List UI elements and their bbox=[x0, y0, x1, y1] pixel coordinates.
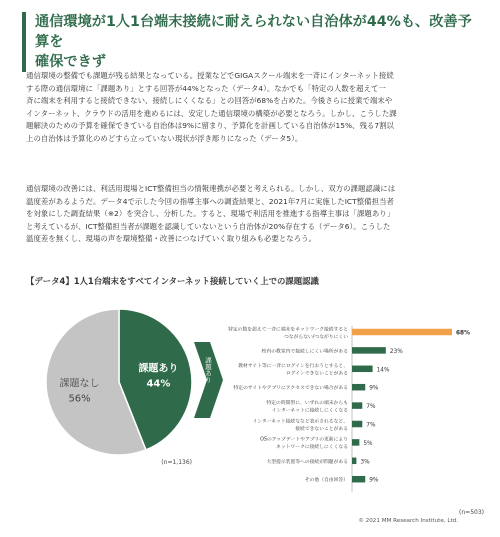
pie-slice-label: 課題あり bbox=[138, 363, 179, 375]
bar-category-label: ログインできないことがある bbox=[285, 371, 348, 377]
bar-category-label: 特定のサイトやアプリにアクセスできない場合がある bbox=[233, 386, 348, 392]
body-paragraph-2 bbox=[26, 183, 482, 246]
paragraph-line: 斉に端末を利用すると接続できない、接続しにくくなる」との回答が68%を占めた。今後さらに授業で端末や bbox=[26, 96, 393, 105]
bar-category-label: 大型提示装置等への接続が問題がある bbox=[266, 459, 348, 465]
headline-line-1: 通信環境が1人1台端末接続に耐えられない自治体が44%も、改善予算を bbox=[35, 14, 472, 50]
pie-sample-size: (n=1,136) bbox=[161, 459, 192, 466]
bar-value-label: 7% bbox=[366, 404, 376, 411]
bar-value-label: 9% bbox=[369, 385, 379, 392]
bar bbox=[352, 439, 359, 446]
bar-value-label: 14% bbox=[376, 367, 390, 374]
bar-value-label: 7% bbox=[366, 422, 376, 429]
paragraph-line: 温度差を無くし、現場の声を環境整備・改善につなげていく取り組みも必要となろう。 bbox=[26, 234, 317, 243]
body-paragraph-1 bbox=[26, 70, 482, 145]
bar-category-label: インターネット接続ななど表示されるなど、 bbox=[252, 419, 348, 425]
paragraph-line: と考えているが、ICT整備担当者が課題を認識していないという自治体が20%存在する（データ6）。こうした bbox=[26, 221, 391, 231]
bar-category-label: 教材サイト等に一斉にログインを行おうとすると、 bbox=[238, 364, 348, 370]
bar bbox=[352, 366, 373, 373]
bar-category-label: OSのアップデートやアプリの更新により bbox=[260, 437, 348, 443]
bar bbox=[352, 402, 362, 409]
bar-category-label: 接続できないことがある bbox=[295, 426, 348, 432]
paragraph-line: 題解決のための予算を確保できている自治体は9%に留まり、予算化を計画している自治体が15%、残る7割以 bbox=[26, 121, 394, 130]
headline-line-2: 確保できず bbox=[35, 54, 106, 70]
figure-area bbox=[22, 300, 492, 530]
article-headline bbox=[22, 12, 484, 72]
paragraph-line: 通信環境の改善には、利活用現場とICT整備担当の情報連携が必要と考えられる。しかし、双方の課題認識には bbox=[26, 184, 396, 193]
bar bbox=[352, 421, 362, 428]
bar-value-label: 23% bbox=[389, 348, 403, 355]
pie-slice-label: 課題なし bbox=[59, 378, 100, 390]
bar-category-label: 特定の時間帯に、いずれの端末からも bbox=[266, 400, 348, 406]
bar-category-label: 特定の数を超えて一斉に端末をネットワーク接続すると bbox=[228, 327, 348, 333]
chart-canvas bbox=[22, 300, 492, 530]
pie-slice-value: 56% bbox=[68, 393, 91, 405]
bar-category-label: その他（自由回答） bbox=[304, 478, 348, 484]
pie-slice-value: 44% bbox=[146, 378, 171, 390]
paragraph-line: する際の通信環境に「課題あり」とする回答が44%となった（データ4）。なかでも「特定の人数を超えて一 bbox=[26, 83, 386, 93]
paragraph-line: 温度差があるようだ。データ4で示した今回の指導主事への調査結果と、2021年7月に実施したICT整備担当者 bbox=[26, 196, 394, 206]
bar-value-label: 68% bbox=[456, 330, 470, 337]
paragraph-line: 上の自治体は予算化のめどすら立っていない現状が浮き彫りになった（データ5）。 bbox=[26, 133, 303, 143]
bar-category-label: インターネットに接続しにくくなる bbox=[271, 408, 348, 414]
figure-title: 【データ4】1人1台端末をすべてインターネット接続していく上での課題認識 bbox=[26, 276, 319, 286]
bar-category-label: 校内の教室内で接続しにくい場所がある bbox=[261, 349, 348, 355]
bar bbox=[352, 384, 365, 391]
bar-value-label: 5% bbox=[363, 440, 373, 447]
bar-sample-size: (n=503) bbox=[459, 509, 484, 516]
bar-category-label: つながらない/つながりにくい bbox=[284, 334, 348, 340]
bar bbox=[352, 476, 365, 483]
bar-value-label: 3% bbox=[360, 459, 370, 466]
bar-category-label: ネットワークに接続しにくくなる bbox=[276, 445, 348, 451]
bar-value-label: 9% bbox=[369, 477, 379, 484]
arrow-label: 課題あり bbox=[204, 357, 212, 383]
bar bbox=[352, 347, 386, 354]
copyright-notice: © 2021 MM Research Institute, Ltd. bbox=[358, 518, 458, 524]
paragraph-line: を対象にした調査結果（※2）を突合し、分析した。すると、現場で利活用を推進する指導主事は「課題あり」 bbox=[26, 209, 395, 218]
paragraph-line: インターネット、クラウドの活用を進めるには、安定した通信環境の構築が必要となろう。しかし、こうした課 bbox=[26, 108, 397, 118]
bar bbox=[352, 329, 452, 336]
paragraph-line: 通信環境の整備でも課題が残る結果となっている。授業などでGIGAスクール端末を一斉にインターネット接続 bbox=[26, 71, 394, 80]
bar bbox=[352, 458, 356, 465]
